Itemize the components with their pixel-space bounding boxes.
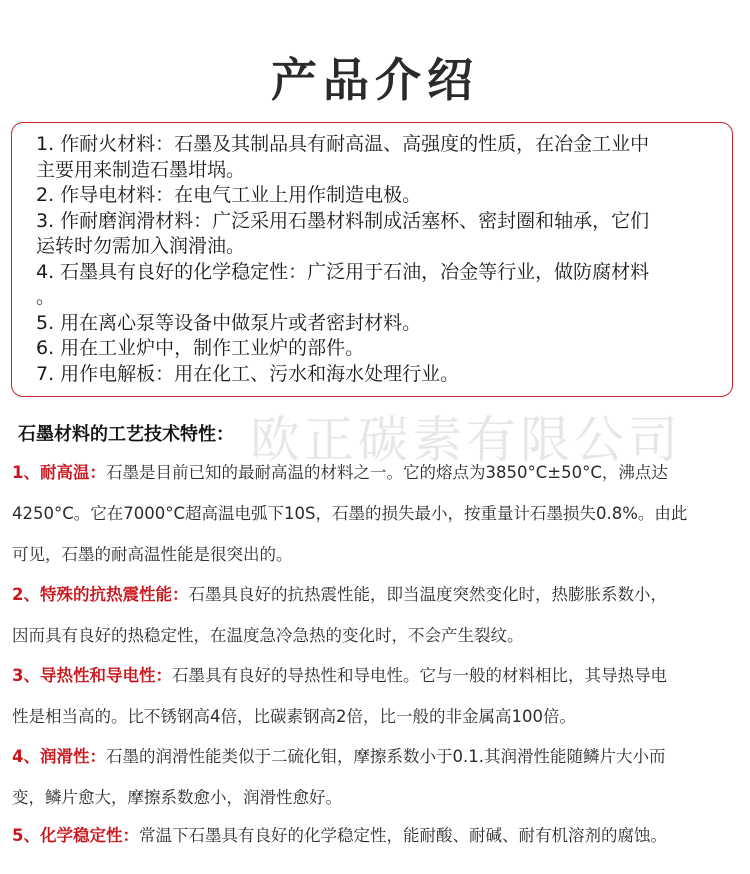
page-title: 产品介绍 (271, 53, 479, 107)
feature-text: 石墨是目前已知的最耐高温的材料之一。它的熔点为3850°C±50°C，沸点达 (105, 463, 668, 482)
intro-line: 3. 作耐磨润滑材料：广泛采用石墨材料制成活塞杯、密封圈和轴承，它们 (36, 209, 650, 232)
feature-label: 1、耐高温： (12, 463, 106, 482)
feature-label: 5、化学稳定性： (12, 826, 139, 845)
feature-text: 石墨具良好的抗热震性能，即当温度突然变化时，热膨胀系数小， (188, 585, 667, 604)
feature-text: 变，鳞片愈大，摩擦系数愈小，润滑性愈好。 (12, 788, 342, 807)
feature-text: 因而具有良好的热稳定性，在温度急冷急热的变化时，不会产生裂纹。 (12, 626, 524, 645)
process-heading: 石墨材料的工艺技术特性： (18, 424, 234, 445)
feature-text: 常温下石墨具有良好的化学稳定性，能耐酸、耐碱、耐有机溶剂的腐蚀。 (138, 826, 667, 845)
feature-label: 4、润滑性： (12, 747, 106, 766)
feature-chemical-stability (12, 815, 742, 856)
feature-text: 性是相当高的。比不锈钢高4倍，比碳素钢高2倍，比一般的非金属高100倍。 (12, 707, 576, 726)
feature-conductivity (12, 655, 742, 737)
intro-line: 2. 作导电材料：在电气工业上用作制造电极。 (36, 184, 422, 206)
feature-text: 可见，石墨的耐高温性能是很突出的。 (12, 545, 293, 564)
feature-label: 3、导热性和导电性： (12, 666, 172, 685)
intro-line: 运转时勿需加入润滑油。 (36, 235, 246, 257)
feature-label: 2、特殊的抗热震性能： (12, 585, 189, 604)
feature-text: 石墨具有良好的导热性和导电性。它与一般的材料相比，其导热导电 (171, 666, 667, 685)
feature-lubricity (12, 736, 742, 818)
intro-line: 6. 用在工业炉中，制作工业炉的部件。 (36, 337, 365, 359)
feature-text: 4250°C。它在7000°C超高温电弧下10S，石墨的损失最小，按重量计石墨损失0.8%。由此 (12, 504, 688, 523)
intro-line: 5. 用在离心泵等设备中做泵片或者密封材料。 (36, 311, 422, 334)
intro-line: 1. 作耐火材料：石墨及其制品具有耐高温、高强度的性质，在冶金工业中 (36, 133, 650, 155)
intro-line: 7. 用作电解板：用在化工、污水和海水处理行业。 (36, 362, 460, 385)
feature-thermal-shock (12, 574, 742, 656)
feature-heat-resistance (12, 452, 742, 575)
feature-text: 石墨的润滑性能类似于二硫化钼，摩擦系数小于0.1.其润滑性能随鳞片大小而 (105, 747, 666, 766)
intro-line: 4. 石墨具有良好的化学稳定性：广泛用于石油，冶金等行业，做防腐材料 (36, 260, 650, 283)
intro-line: 主要用来制造石墨坩埚。 (36, 158, 246, 181)
intro-box (11, 122, 733, 397)
intro-line: 。 (36, 286, 56, 308)
watermark: 欧正碳素有限公司 (250, 411, 682, 469)
